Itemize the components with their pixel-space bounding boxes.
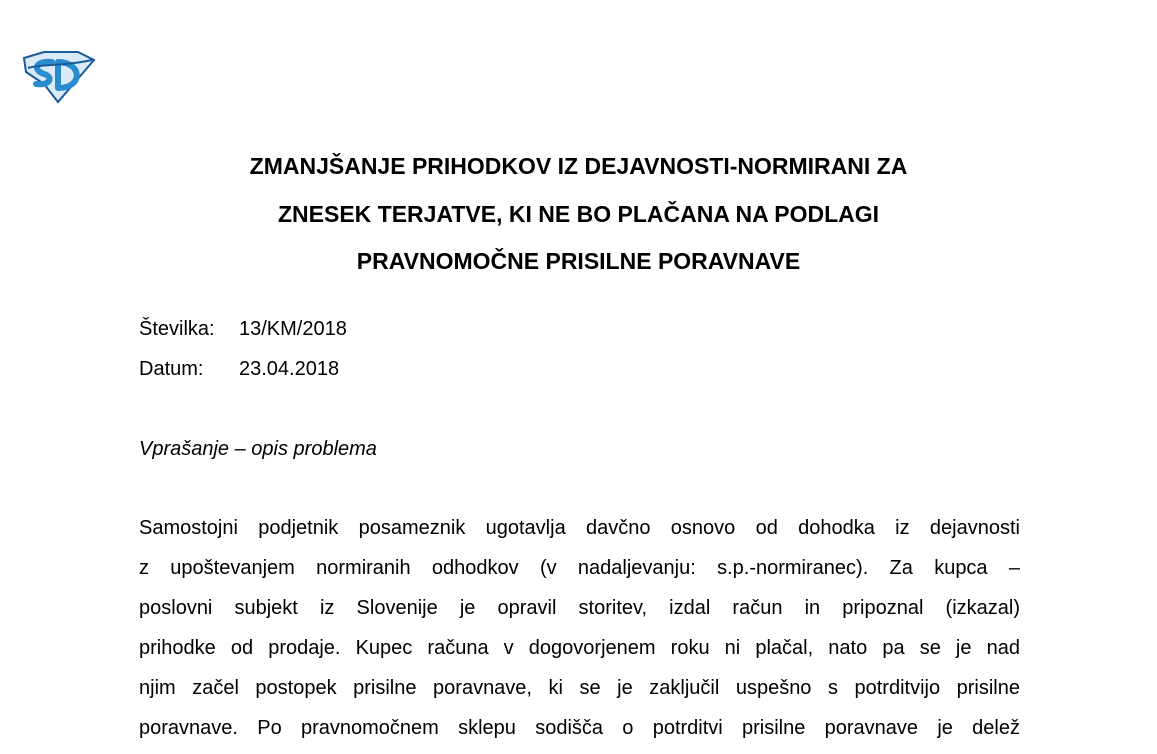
body-line: poslovni subjekt iz Slovenije je opravil storitev, izdal račun in pripoznal (izkazal) [139, 597, 1020, 619]
document-date-value: 23.04.2018 [239, 358, 340, 380]
document-number-label: Številka: [139, 318, 215, 340]
document-number-row [139, 317, 347, 341]
body-line: Samostojni podjetnik posameznik ugotavlja davčno osnovo od dohodka iz dejavnosti [139, 517, 1020, 539]
body-paragraph [139, 514, 1020, 754]
body-line: z upoštevanjem normiranih odhodkov (v nadaljevanju: s.p.-normiranec). Za kupca – [139, 557, 1020, 579]
document-date-label: Datum: [139, 358, 204, 380]
body-line: njim začel postopek prisilne poravnave, ki se je zaključil uspešno s potrditvijo prisilne [139, 677, 1020, 699]
document-date-row [139, 357, 339, 381]
document-title-line-3: PRAVNOMOČNE PRISILNE PORAVNAVE [356, 248, 801, 274]
document-number-value: 13/KM/2018 [239, 318, 347, 340]
document-title-line-2: ZNESEK TERJATVE, KI NE BO PLAČANA NA PODLAGI [277, 201, 880, 227]
body-line: prihodke od prodaje. Kupec računa v dogovorjenem roku ni plačal, nato pa se je nad [139, 637, 1020, 659]
company-logo [22, 50, 96, 104]
document-title-line-1: ZMANJŠANJE PRIHODKOV IZ DEJAVNOSTI-NORMIRANI ZA [249, 153, 908, 179]
body-line: poravnave. Po pravnomočnem sklepu sodišča o potrditvi prisilne poravnave je delež [139, 717, 1020, 739]
section-heading: Vprašanje – opis problema [139, 438, 377, 460]
